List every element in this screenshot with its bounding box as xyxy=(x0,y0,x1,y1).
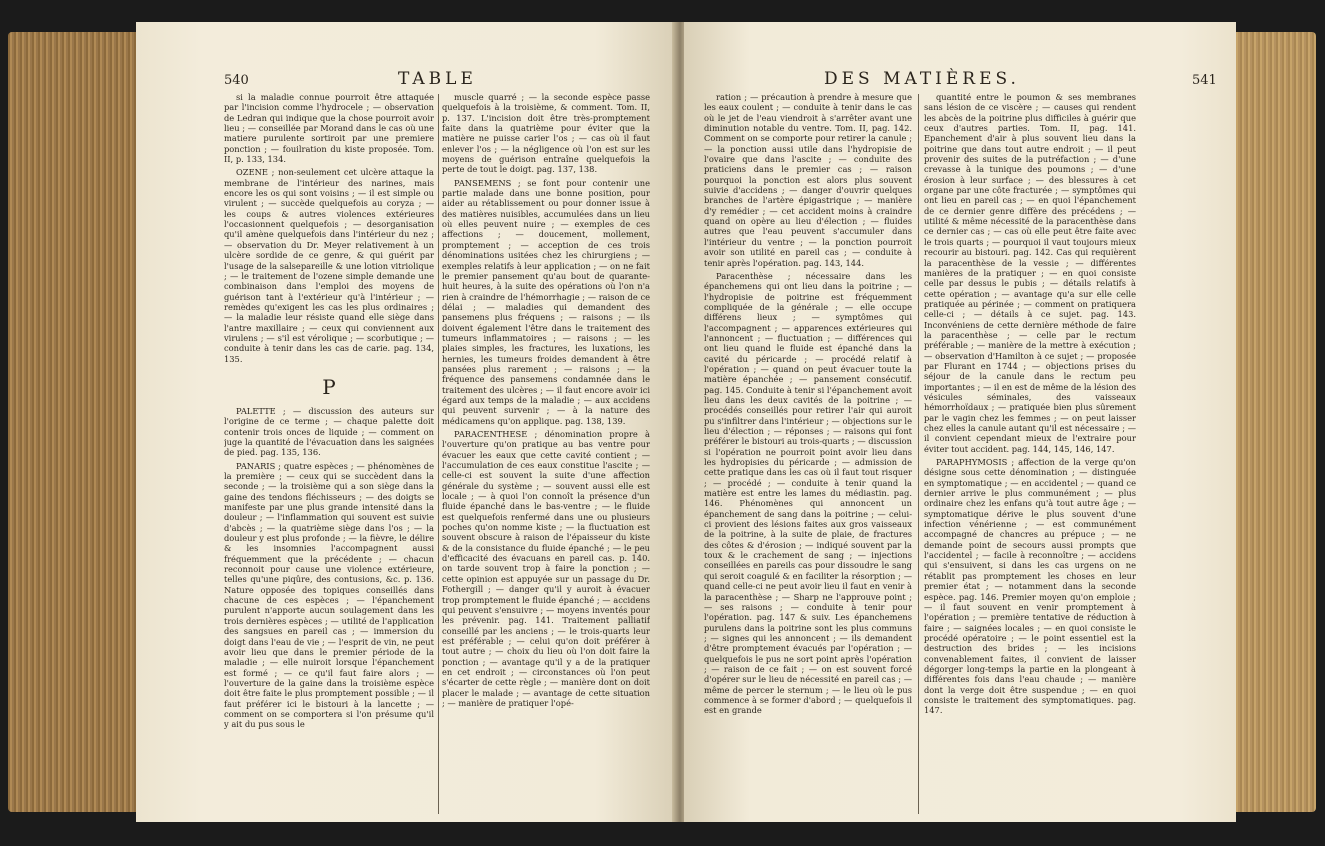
entry-paragraph: OZENE ; non-seulement cet ulcère attaque la membrane de l'intérieur des narines, mais encore les os qui sont voisins ; — il est simple ou virulent ; — succède quelquefois au coryza ; — les coups & autres violences extérieures l'occasionnent quelquefois ; — desorganisation qu'il amène quelquefois dans l'intérieur du nez ; — observation du Dr. Meyer relativement à un ulcère sordide de ce genre, & qui guérit par l'usage de la salsepareille & une lotion vitriolique ; — le traitement de l'ozene simple demande une combinaison dans l'emploi des moyens de guérison tant à l'extérieur qu'à l'intérieur ; — remèdes qu'exigent les cas les plus ordinaires ; — la maladie leur résiste quand elle siège dans l'antre maxillaire ; — ceux qui conviennent aux virulens ; — s'il est vérolique ; — scorbutique ; — conduite à tenir dans les cas de carie. pag. 134, 135. xyxy=(224,167,434,364)
entry-paragraph: quantité entre le poumon & ses membranes sans lésion de ce viscère ; — causes qui rendent les abcès de la poitrine plus difficiles à guérir que ceux d'autres parties. Tom. II, pag. 141. Epanchement d'air à plus souvent lieu dans la poitrine que dans tout autre endroit ; — il peut provenir des suites de la putréfaction ; — d'une crevasse à la tunique des poumons ; — d'une érosion à leur surface ; — des blessures à cet organe par une côte fracturée ; — symptômes qui ont lieu en pareil cas ; — en quoi l'épanchement de ce dernier genre diffère des précédens ; — utilité & même nécessité de la paracenthèse dans ce dernier cas ; — cas où elle peut être faite avec le trois quarts ; — pourquoi il vaut toujours mieux recourir au bistouri. pag. 142. Cas qui requièrent la paracenthèse de la vessie ; — différentes manières de la pratiquer ; — en quoi consiste celle par dessus le pubis ; — détails relatifs à cette opération ; — avantage qu'a sur elle celle pratiquée au périnée ; — comment on pratiquera celle-ci ; — détails à ce sujet. pag. 143. Inconvéniens de cette dernière méthode de faire la paracenthèse ; — celle par le rectum préférable ; — manière de la mettre à exécution ; — observation d'Hamilton à ce sujet ; — proposée par Flurant en 1744 ; — objections prises du séjour de la canule dans le rectum peu importantes ; — il en est de même de la lésion des vésicules séminales, des vaisseaux hémorrhoïdaux ; — pratiquée bien plus sûrement par le vagin chez les femmes ; — on peut laisser chez elles la canule autant qu'il est nécessaire ; — il convient cependant mieux de l'extraire pour éviter tout accident. pag. 144, 145, 146, 147. xyxy=(924,92,1136,454)
entry-paragraph: si la maladie connue pourroit être attaquée par l'incision comme l'hydrocele ; — observation de Ledran qui indique que la chose pourroit avoir lieu ; — conseillée par Morand dans le cas où une matiere purulente sortiroit par une premiere ponction ; — fouilration du kiste proposée. Tom. II, p. 133, 134. xyxy=(224,92,434,165)
entry-paragraph: muscle quarré ; — la seconde espèce passe quelquefois à la troisième, & comment. Tom. II, p. 137. L'incision doit être très-promptement faite dans la quatrième pour éviter que la matière ne puisse carier l'os ; — cas où il faut enlever l'os ; — la négligence où l'on est sur les moyens de guérison entraîne quelquefois la perte de tout le doigt. pag. 137, 138. xyxy=(442,92,650,175)
right-column-2 xyxy=(924,92,1136,810)
entry-paragraph: PANARIS ; quatre espèces ; — phénomènes de la première ; — ceux qui se succèdent dans la seconde ; — la troisième qui a son siège dans la gaine des tendons fléchisseurs ; — des doigts se manifeste par une plus grande intensité dans la douleur ; — l'inflammation qui souvent est suivie d'abcès ; — la quatrième siège dans l'os ; — la douleur y est plus profonde ; — la fièvre, le délire & les insomnies l'accompagnent aussi fréquemment que la précédente ; — chacun reconnoit pour cause une violence extérieure, telles qu'une piqûre, des contusions, &c. p. 136. Nature opposée des topiques conseillés dans chacune de ces espèces ; — l'épanchement purulent n'apporte aucun soulagement dans les trois dernières espèces ; — utilité de l'application des sangsues en pareil cas ; — immersion du doigt dans l'eau de vie ; — l'esprit de vin, ne peut avoir lieu que dans le premier période de la maladie ; — elle nuiroit lorsque l'épanchement est formé ; — ce qu'il faut faire alors ; — l'ouverture de la gaine dans la troisième espèce doit être faite le plus promptement possible ; — il faut préférer ici le bistouri à la lancette ; — comment on se comportera si l'on présume qu'il y ait du pus sous le xyxy=(224,460,434,730)
entry-paragraph: PANSEMENS ; se font pour contenir une partie malade dans une bonne position, pour aider au rétablissement ou pour donner issue à des matières nuisibles, accumulées dans un lieu où elles peuvent nuire ; — exemples de ces affections ; — doucement, mollement, promptement ; — acception de ces trois dénominations usitées chez les chirurgiens ; — exemples relatifs à leur application ; — on ne fait le premier pansement qu'au bout de quarante-huit heures, à la suite des opérations où l'on n'a rien à craindre de l'hémorrhagie ; — raison de ce délai ; — maladies qui demandent des pansemens plus fréquens ; — raisons ; — ils doivent également l'être dans le traitement des tumeurs inflammatoires ; — raisons ; — les plaies simples, les fractures, les luxations, les hernies, les tumeurs froides demandent à être pansées plus rarement ; — raisons ; — la fréquence des pansemens condamnée dans le traitement des ulcères ; — il faut encore avoir ici égard aux temps de la maladie ; — aux accidens qui peuvent survenir ; — à la nature des médicamens qu'on applique. pag. 138, 139. xyxy=(442,177,650,426)
entry-paragraph: PARACENTHESE ; dénomination propre à l'ouverture qu'on pratique au bas ventre pour évacuer les eaux que cette cavité contient ; — l'accumulation de ces eaux constitue l'ascite ; — celle-ci est souvent la suite d'une affection générale du système ; — souvent aussi elle est locale ; — à quoi l'on connoît la présence d'un fluide épanché dans le bas-ventre ; — le fluide est quelquefois renfermé dans une ou plusieurs poches qu'on nomme kiste ; — la fluctuation est souvent obscure à raison de l'épaisseur du kiste & de la consistance du fluide épanché ; — le peu d'efficacité des évacuans en pareil cas. p. 140. on tarde souvent trop à faire la ponction ; — cette opinion est appuyée sur un passage du Dr. Fothergill ; — danger qu'il y auroit à évacuer trop promptement le fluide épanché ; — accidens qui peuvent s'ensuivre ; — moyens inventés pour les prévenir. pag. 141. Traitement palliatif conseillé par les anciens ; — le trois-quarts leur est préférable ; — celui qu'on doit préférer à tout autre ; — choix du lieu où l'on doit faire la ponction ; — avantage qu'il y a de la pratiquer en cet endroit ; — circonstances où l'on peut s'écarter de cette règle ; — manière dont on doit placer le malade ; — avantage de cette situation ; — manière de pratiquer l'opé- xyxy=(442,429,650,708)
entry-paragraph: Paracenthèse ; nécessaire dans les épanchemens qui ont lieu dans la poitrine ; — l'hydropisie de poitrine est fréquemment compliquée de la générale ; — elle occupe différens lieux ; — symptômes qui l'accompagnent ; — apparences extérieures qui l'annoncent ; — fluctuation ; — différences qui ont lieu quand le fluide est épanché dans la cavité du péricarde ; — procédé relatif à l'opération ; — quand on peut évacuer toute la matière épanchée ; — pansement consécutif. pag. 145. Conduite à tenir si l'épanchement avoit lieu dans les deux cavités de la poitrine ; — procédés conseillés pour retirer l'air qui auroit pu s'infiltrer dans l'intérieur ; — objections sur le lieu d'élection ; — réponses ; — raisons qui font préférer le bistouri au trois-quarts ; — discussion si l'opération ne pourroit point avoir lieu dans les hydropisies du péricarde ; — admission de cette pratique dans les cas où il faut tout risquer ; — procédé ; — conduite à tenir quand la matière est entre les lames du médiastin. pag. 146. Phénomènes qui annoncent un épanchement de sang dans la poitrine ; — celui-ci provient des lésions faites aux gros vaisseaux de la poitrine, à la suite de plaie, de fractures des côtes & d'érosion ; — indiqué souvent par la toux & le crachement de sang ; — injections conseillées en pareils cas pour dissoudre le sang qui seroit coagulé & en faciliter la résorption ; — quand celle-ci ne peut avoir lieu il faut en venir à la paracenthèse ; — Sharp ne l'approuve point ; — ses raisons ; — conduite à tenir pour l'opération. pag. 147 & suiv. Les épanchemens purulens dans la poitrine sont les plus communs ; — signes qui les annoncent ; — ils demandent d'être promptement évacués par l'opération ; — quelquefois le pus ne sort point après l'opération ; — raison de ce fait ; — on est souvent forcé d'opérer sur le lieu de nécessité en pareil cas ; — même de percer le sternum ; — le lieu où le pus commence à se former d'abord ; — quelquefois il est en grande xyxy=(704,270,912,716)
left-page-number: 540 xyxy=(224,73,249,88)
right-column-1 xyxy=(704,92,912,810)
left-column-2 xyxy=(442,92,650,810)
section-letter: P xyxy=(322,374,336,399)
entry-paragraph: PARAPHYMOSIS ; affection de la verge qu'on désigne sous cette dénomination ; — distinguée en symptomatique ; — en accidentel ; — quand ce dernier arrive le plus communément ; — plus ordinaire chez les enfans qu'à tout autre âge ; — symptomatique dérive le plus souvent d'une infection vénérienne ; — est communément accompagné de chancres au prépuce ; — ne demande point de secours aussi prompts que l'accidentel ; — facile à reconnoître ; — accidens qui s'ensuivent, si dans les cas urgens on ne rétablit pas promptement les choses en leur premier état ; — notamment dans la seconde espèce. pag. 146. Premier moyen qu'on emploie ; — il faut souvent en venir promptement à l'opération ; — première tentative de réduction à faire ; — saignées locales ; — en quoi consiste le procédé opératoire ; — le point essentiel est la destruction des brides ; — les incisions convenablement faites, il convient de laisser dégorger long-temps la partie en la plongeant à différentes fois dans l'eau chaude ; — manière dont la verge doit être suspendue ; — en quoi consiste le traitement des symptomatiques. pag. 147. xyxy=(924,457,1136,716)
right-page-number: 541 xyxy=(1192,73,1217,88)
right-page xyxy=(684,22,1236,822)
right-page-edges xyxy=(1234,32,1316,812)
left-page xyxy=(136,22,676,822)
right-running-head: DES MATIÈRES. xyxy=(824,69,1020,89)
column-rule xyxy=(918,94,919,814)
column-rule xyxy=(438,94,439,814)
left-page-edges xyxy=(8,32,140,812)
open-book xyxy=(8,22,1316,822)
entry-paragraph: ration ; — précaution à prendre à mesure que les eaux coulent ; — conduite à tenir dans le cas où le jet de l'eau viendroit à s'arrêter avant une diminution notable du ventre. Tom. II, pag. 142. Comment on se comporte pour retirer la canule ; — la ponction aussi utile dans l'hydropisie de l'ovaire que dans l'ascite ; — conduite des praticiens dans le premier cas ; — raison pourquoi la ponction est alors plus souvent suivie d'accidens ; — danger d'ouvrir quelques branches de l'artère épigastrique ; — manière d'y remédier ; — cet accident moins à craindre quand on opère au lieu d'élection ; — fluides autres que l'eau peuvent s'accumuler dans l'intérieur du ventre ; — la ponction pourroit avoir son utilité en pareil cas ; — conduite à tenir après l'opération. pag. 143, 144. xyxy=(704,92,912,268)
left-running-head: TABLE xyxy=(398,69,477,89)
left-column-1 xyxy=(224,92,434,810)
entry-paragraph: PALETTE ; — discussion des auteurs sur l'origine de ce terme ; — chaque palette doit contenir trois onces de liquide ; — comment on juge la quantité de l'évacuation dans les saignées de pied. pag. 135, 136. xyxy=(224,405,434,458)
